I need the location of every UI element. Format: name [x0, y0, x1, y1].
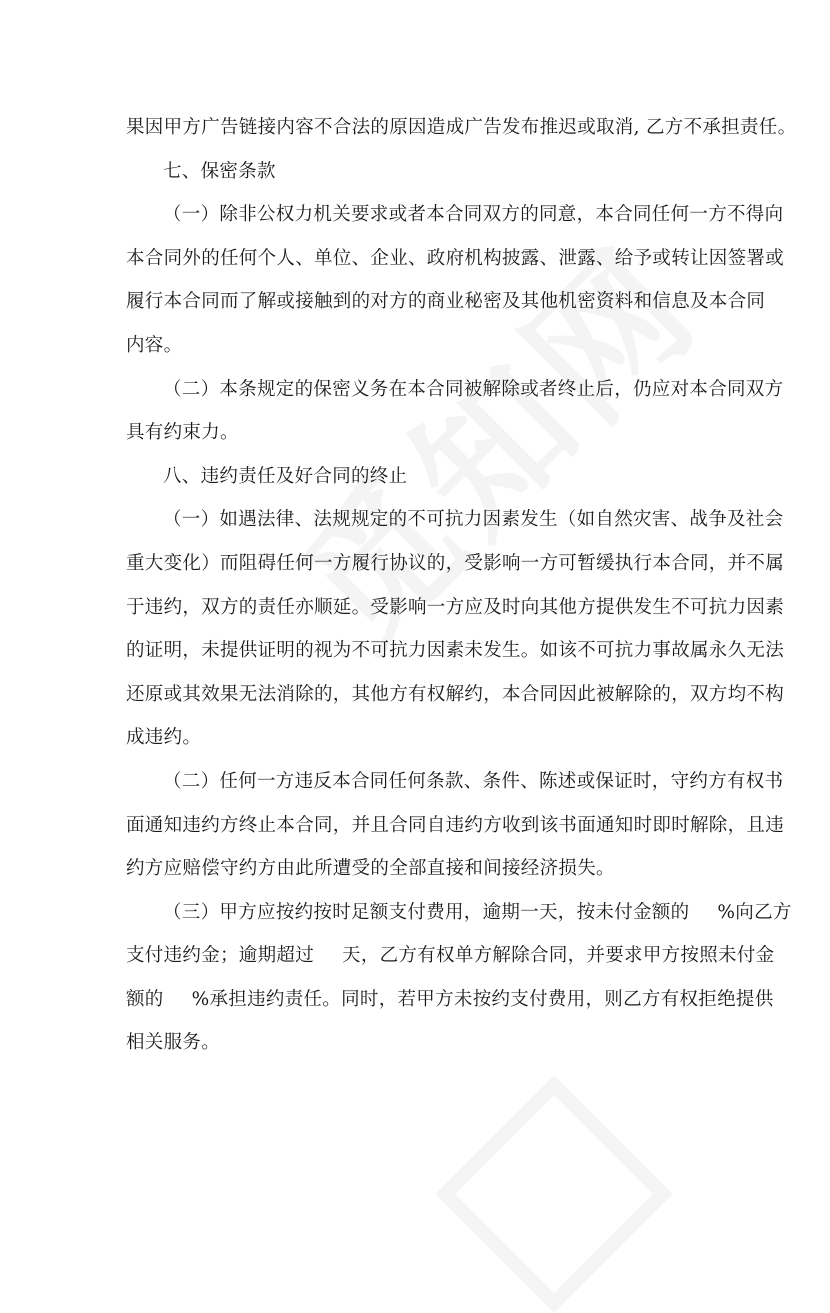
paragraph-line [126, 891, 792, 935]
line-text: （三）甲方应按约按时足额支付费用，逾期一天，按未付金额的 [163, 901, 690, 923]
paragraph-line: 内容。 [126, 334, 183, 356]
paragraph-line: 重大变化）而阻碍任何一方履行协议的，受影响一方可暂缓执行本合同，并不属 [126, 552, 785, 574]
paragraph-line: （一）除非公权力机关要求或者本合同双方的同意，本合同任何一方不得向 [163, 204, 784, 226]
line-text: %向乙方 [717, 901, 792, 923]
paragraph-line: 本合同外的任何个人、单位、企业、政府机构披露、泄露、给予或转让因签署或 [126, 247, 785, 269]
line-text: 支付违约金；逾期超过 [126, 945, 315, 967]
line-text: 额的 [126, 988, 164, 1010]
document-page [126, 106, 797, 1065]
paragraph-line: 相关服务。 [126, 1032, 221, 1054]
paragraph-line: （二）本条规定的保密义务在本合同被解除或者终止后，仍应对本合同双方 [163, 378, 784, 400]
paragraph-line: 约方应赔偿守约方由此所遭受的全部直接和间接经济损失。 [126, 858, 615, 880]
paragraph-line: （一）如遇法律、法规规定的不可抗力因素发生（如自然灾害、战争及社会 [163, 509, 784, 531]
paragraph-line [126, 978, 774, 1022]
paragraph-line: 于违约，双方的责任亦顺延。受影响一方应及时向其他方提供发生不可抗力因素 [126, 596, 785, 618]
line-text: %承担违约责任。同时，若甲方未按约支付费用，则乙方有权拒绝提供 [191, 988, 774, 1010]
paragraph-line: （二）任何一方违反本合同任何条款、条件、陈述或保证时，守约方有权书 [163, 770, 784, 792]
line-text: 天，乙方有权单方解除合同，并要求甲方按照未付金 [342, 945, 775, 967]
section-heading-breach: 八、违约责任及好合同的终止 [163, 465, 408, 487]
paragraph-line: 成违约。 [126, 727, 202, 749]
paragraph-line [126, 934, 775, 978]
section-heading-confidentiality: 七、保密条款 [163, 160, 276, 182]
paragraph-line: 还原或其效果无法消除的，其他方有权解约，本合同因此被解除的，双方均不构 [126, 683, 785, 705]
paragraph-line: 果因甲方广告链接内容不合法的原因造成广告发布推迟或取消, 乙方不承担责任。 [126, 117, 797, 138]
paragraph-line: 面通知违约方终止本合同，并且合同自违约方收到该书面通知时即时解除，且违 [126, 814, 785, 836]
paragraph-line: 履行本合同而了解或接触到的对方的商业秘密及其他机密资料和信息及本合同 [126, 291, 766, 313]
paragraph-line: 的证明，未提供证明的视为不可抗力因素未发生。如该不可抗力事故属永久无法 [126, 640, 785, 662]
paragraph-line: 具有约束力。 [126, 422, 239, 444]
watermark-logo [435, 1075, 673, 1313]
